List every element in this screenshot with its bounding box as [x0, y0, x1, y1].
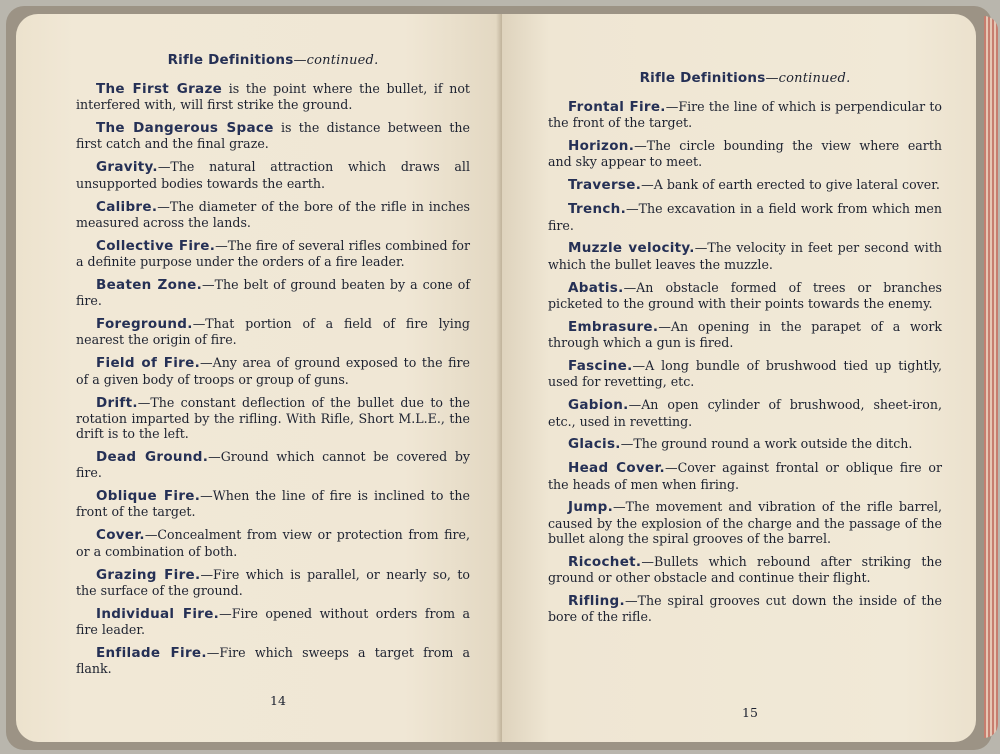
definition-entry	[548, 554, 942, 586]
definition-text: —The velocity in feet per second with which the bullet leaves the muzzle.	[548, 240, 942, 272]
right-page	[502, 14, 976, 742]
definition-text: —The excavation in a field work from which men fire.	[548, 201, 942, 233]
definition-term: Muzzle velocity.	[568, 240, 695, 257]
definition-text: —A bank of earth erected to give lateral cover.	[641, 177, 940, 193]
definition-term: Horizon.	[568, 138, 635, 155]
definition-term: Calibre.	[96, 198, 158, 215]
definition-entry	[548, 201, 942, 233]
definition-entry	[76, 120, 470, 152]
definition-term: Gravity.	[96, 159, 158, 176]
definition-text: —The belt of ground beaten by a cone of fire.	[76, 276, 470, 309]
definition-text: —An opening in the parapet of a work through which a gun is fired.	[548, 318, 942, 351]
definition-term: Embrasure.	[568, 318, 659, 335]
definition-term: Foreground.	[96, 316, 193, 333]
definition-text: —The circle bounding the view where earth and sky appear to meet.	[548, 138, 942, 170]
definition-text: —A long bundle of brushwood tied up tightly, used for revetting, etc.	[548, 358, 942, 390]
definition-entry	[548, 280, 942, 312]
definition-text: —The constant deflection of the bullet due to the rotation imparted by the rifling. With Rifle, Short M.L.E., the drift is to the left.	[76, 394, 470, 442]
definition-term: Gabion.	[568, 397, 629, 414]
definition-entry	[548, 436, 942, 452]
definition-text: —Concealment from view or protection from fire, or a combination of both.	[76, 527, 470, 559]
definition-entry	[76, 395, 470, 442]
right-page-heading	[548, 70, 942, 86]
definition-entry	[548, 499, 942, 546]
right-heading-title: Rifle Definitions	[639, 70, 766, 86]
definition-text: —The spiral grooves cut down the inside of the bore of the rifle.	[548, 593, 942, 625]
definition-term: Frontal Fire.	[568, 99, 666, 115]
definition-entry	[76, 449, 470, 481]
definition-entry	[548, 319, 942, 351]
definition-text: —Cover against frontal or oblique fire or the heads of men when firing.	[548, 460, 942, 492]
definition-entry	[548, 593, 942, 625]
definition-text: —The movement and vibration of the rifle barrel, caused by the explosion of the charge and the passage of the bullet along the spiral grooves of the barrel.	[548, 499, 942, 547]
definition-term: Abatis.	[568, 279, 624, 296]
definition-term: Traverse.	[568, 177, 642, 194]
definition-term: Enfilade Fire.	[96, 644, 207, 661]
definition-entry	[548, 177, 942, 193]
definition-term: Glacis.	[568, 436, 621, 453]
definition-term: Cover.	[96, 527, 145, 544]
definition-entry	[76, 567, 470, 599]
definition-entry	[76, 645, 470, 677]
definition-text: —That portion of a field of fire lying nearest the origin of fire.	[76, 316, 470, 348]
definition-term: Trench.	[568, 201, 626, 218]
definition-term: Fascine.	[568, 358, 633, 375]
definition-text: —The diameter of the bore of the rifle in inches measured across the lands.	[76, 198, 470, 230]
definition-term: Dead Ground.	[96, 448, 209, 465]
definition-term: The First Graze	[96, 81, 223, 97]
definition-term: Grazing Fire.	[96, 566, 201, 583]
definition-entry	[76, 159, 470, 191]
definition-text: —The ground round a work outside the ditch.	[620, 436, 913, 452]
definition-term: The Dangerous Space	[96, 120, 274, 137]
definition-term: Ricochet.	[568, 553, 642, 570]
definition-text: —Any area of ground exposed to the fire of a given body of troops or group of guns.	[76, 355, 470, 387]
definition-entry	[76, 238, 470, 270]
definition-text: —When the line of fire is inclined to the front of the target.	[76, 488, 470, 520]
definition-text: —Fire which sweeps a target from a flank.	[76, 644, 470, 677]
definition-entry	[76, 316, 470, 348]
definition-term: Drift.	[96, 394, 138, 411]
definition-entry	[76, 199, 470, 231]
definition-text: —An obstacle formed of trees or branches picketed to the ground with their points towards the enemy.	[548, 279, 942, 311]
definition-entry	[76, 277, 470, 309]
definition-term: Oblique Fire.	[96, 488, 201, 505]
right-heading-suffix: —continued.	[765, 71, 851, 86]
definition-term: Field of Fire.	[96, 355, 200, 372]
right-entry-list	[548, 99, 942, 625]
definition-entry	[548, 138, 942, 170]
definition-entry	[76, 527, 470, 559]
left-page-number: 14	[270, 693, 286, 708]
definition-text: is the point where the bullet, if not interfered with, will first strike the ground.	[76, 81, 470, 113]
definition-text: —Fire which is parallel, or nearly so, to the surface of the ground.	[76, 566, 470, 598]
definition-entry	[548, 358, 942, 390]
definition-term: Collective Fire.	[96, 237, 216, 254]
page-edges	[984, 16, 998, 738]
left-page	[16, 14, 502, 742]
definition-term: Head Cover.	[568, 460, 665, 477]
definition-term: Jump.	[568, 499, 613, 516]
definition-entry	[76, 606, 470, 638]
definition-term: Rifling.	[568, 593, 625, 610]
definition-text: —Fire opened without orders from a fire leader.	[76, 605, 470, 638]
definition-entry	[76, 355, 470, 387]
definition-entry	[548, 460, 942, 492]
left-heading-suffix: —continued.	[293, 53, 379, 68]
open-booklet	[6, 6, 992, 750]
right-page-number: 15	[742, 705, 758, 720]
definition-entry	[76, 488, 470, 520]
left-page-heading	[76, 52, 470, 68]
left-entry-list	[76, 81, 470, 677]
definition-entry	[548, 240, 942, 272]
left-heading-title: Rifle Definitions	[167, 52, 294, 68]
definition-text: —Ground which cannot be covered by fire.	[76, 448, 470, 481]
definition-text: —Fire the line of which is perpendicular to the front of the target.	[548, 99, 942, 131]
definition-text: —An open cylinder of brushwood, sheet-iron, etc., used in revetting.	[548, 397, 942, 429]
definition-term: Beaten Zone.	[96, 276, 203, 293]
definition-text: —The fire of several rifles combined for a definite purpose under the orders of a fire leader.	[76, 237, 470, 270]
definition-term: Individual Fire.	[96, 605, 220, 622]
definition-entry	[76, 81, 470, 113]
definition-text: —Bullets which rebound after striking the ground or other obstacle and continue their flight.	[548, 553, 942, 586]
definition-entry	[548, 99, 942, 131]
definition-text: is the distance between the first catch and the final graze.	[76, 120, 470, 152]
definition-entry	[548, 397, 942, 429]
definition-text: —The natural attraction which draws all unsupported bodies towards the earth.	[76, 159, 470, 191]
